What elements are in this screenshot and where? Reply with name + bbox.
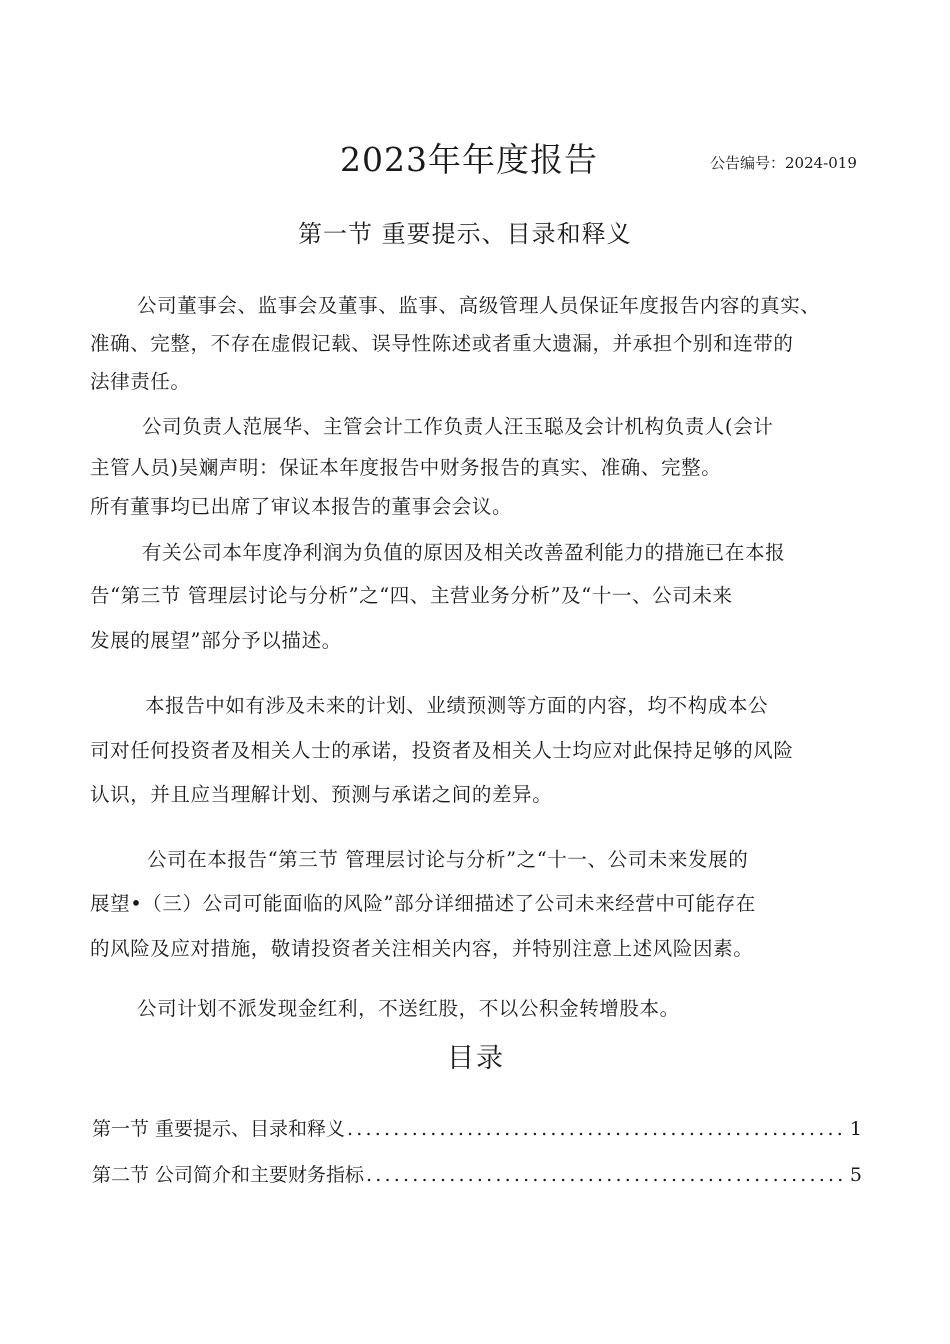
toc-item-page: 1 [849, 1118, 862, 1140]
paragraph-line: 公司计划不派发现金红利，不送红股，不以公积金转增股本。 [137, 997, 680, 1020]
paragraph-line: 公司负责人范展华、主管会计工作负责人汪玉聪及会计机构负责人(会计 [142, 415, 774, 438]
paragraph-line: 展望•（三）公司可能面临的风险”部分详细描述了公司未来经营中可能存在 [90, 892, 756, 915]
paragraph-line: 发展的展望”部分予以描述。 [90, 629, 342, 652]
paragraph-line: 告“第三节 管理层讨论与分析”之“四、主营业务分析”及“十一、公司未来 [90, 584, 733, 607]
paragraph-line: 法律责任。 [90, 370, 191, 393]
toc-leader-dots [347, 1118, 848, 1140]
report-title: 2023年年度报告 [340, 140, 598, 179]
toc-item-label: 第一节 重要提示、目录和释义 [92, 1118, 346, 1140]
paragraph-line: 的风险及应对措施，敬请投资者关注相关内容，并特别注意上述风险因素。 [90, 937, 754, 960]
toc-title: 目录 [447, 1043, 505, 1074]
toc-leader-dots [366, 1164, 848, 1186]
toc-item[interactable] [92, 1114, 862, 1141]
section-heading: 第一节 重要提示、目录和释义 [298, 220, 632, 248]
paragraph-line: 本报告中如有涉及未来的计划、业绩预测等方面的内容，均不构成本公 [145, 694, 769, 717]
paragraph-line: 认识，并且应当理解计划、预测与承诺之间的差异。 [90, 783, 553, 806]
paragraph-line: 公司董事会、监事会及董事、监事、高级管理人员保证年度报告内容的真实、 [137, 294, 821, 317]
toc-item-page: 5 [849, 1164, 862, 1186]
notice-number: 公告编号：2024-019 [710, 154, 857, 172]
paragraph-line: 所有董事均已出席了审议本报告的董事会会议。 [90, 495, 513, 518]
paragraph-line: 司对任何投资者及相关人士的承诺，投资者及相关人士均应对此保持足够的风险 [90, 739, 794, 762]
paragraph-line: 公司在本报告“第三节 管理层讨论与分析”之“十一、公司未来发展的 [147, 848, 749, 871]
toc-item[interactable] [92, 1160, 862, 1187]
paragraph-line: 主管人员)吴斓声明：保证本年度报告中财务报告的真实、准确、完整。 [90, 456, 722, 479]
paragraph-line: 有关公司本年度净利润为负值的原因及相关改善盈利能力的措施已在本报 [142, 541, 786, 564]
paragraph-line: 准确、完整，不存在虚假记载、误导性陈述或者重大遗漏，并承担个别和连带的 [90, 332, 794, 355]
toc-item-label: 第二节 公司简介和主要财务指标 [92, 1164, 365, 1186]
